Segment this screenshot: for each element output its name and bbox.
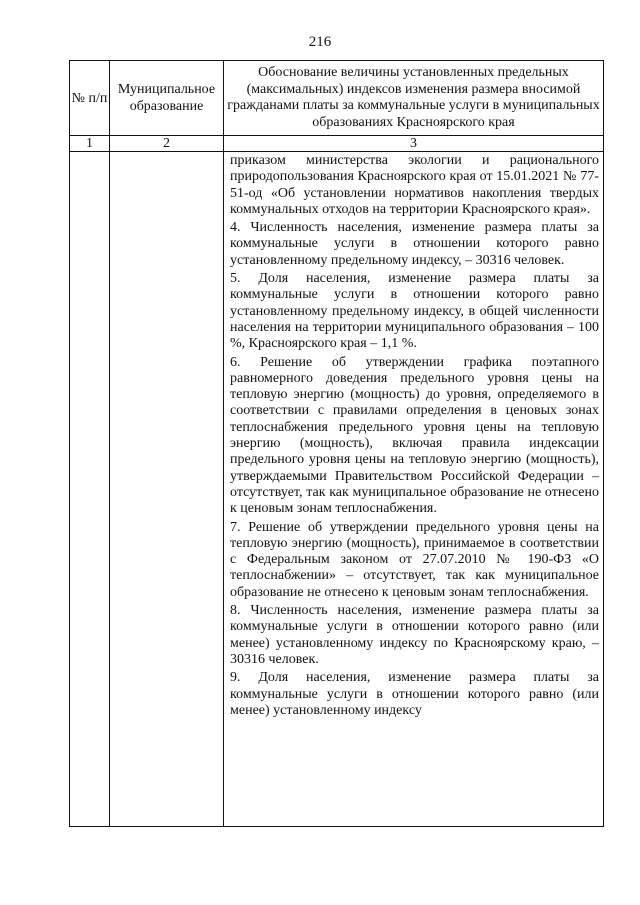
table-row [70, 152, 604, 827]
column-number-1: 1 [70, 136, 110, 152]
column-number-2: 2 [110, 136, 224, 152]
table-header-row [70, 61, 604, 136]
header-municipality: Муниципальное образование [110, 61, 224, 136]
justification-cell [224, 152, 604, 827]
paragraph-8: 8. Численность населения, изменение размера платы за коммунальные услуги в отношении которого равно (или менее) установленному индексу по Красноярскому краю, – 30316 человек. [230, 603, 599, 667]
column-number-3: 3 [224, 136, 604, 152]
paragraph-9: 9. Доля населения, изменение размера платы за коммунальные услуги в отношении которого равно (или менее) установленному индексу [230, 670, 599, 718]
paragraph-7: 7. Решение об утверждении предельного уровня цены на тепловую энергию (мощность), принимаемое в соответствии с Федеральным законом от 27.07.2010 № 190-ФЗ «О теплоснабжении» – отсутствует, так как муниципальное образование не отнесено к ценовым зонам теплоснабжения. [230, 519, 599, 600]
paragraph-4: 4. Численность населения, изменение размера платы за коммунальные услуги в отношении которого равно установленному предельному индексу, – 30316 человек. [230, 220, 599, 268]
municipality-cell [110, 152, 224, 827]
column-number-row [70, 136, 604, 152]
justification-table [69, 60, 604, 827]
paragraph-continuation: приказом министерства экологии и рационального природопользования Красноярского края от 15.01.2021 № 77-51-од «Об установлении нормативов накопления твердых коммунальных отходов на территории Красноярского края». [230, 153, 599, 217]
row-number-cell [70, 152, 110, 827]
paragraph-5: 5. Доля населения, изменение размера платы за коммунальные услуги в отношении которого равно установленному предельному индексу, в общей численности населения на территории муниципального образования – 100 %, Красноярского края – 1,1 %. [230, 271, 599, 352]
header-justification: Обоснование величины установленных предельных (максимальных) индексов изменения размера вносимой гражданами платы за коммунальные услуги в муниципальных образованиях Красноярского края [224, 61, 604, 136]
page-number: 216 [308, 34, 332, 50]
header-row-number: № п/п [70, 61, 110, 136]
paragraph-6: 6. Решение об утверждении графика поэтапного равномерного доведения предельного уровня цены на тепловую энергию (мощность) до уровня, определяемого в соответствии с правилами определения в ценовых зонах теплоснабжения предельного уровня цены на тепловую энергию (мощность), включая правила индексации предельного уровня цены на тепловую энергию (мощность), утверждаемыми Правительством Российской Федерации – отсутствует, так как муниципальное образование не отнесено к ценовым зонам теплоснабжения. [230, 354, 599, 517]
